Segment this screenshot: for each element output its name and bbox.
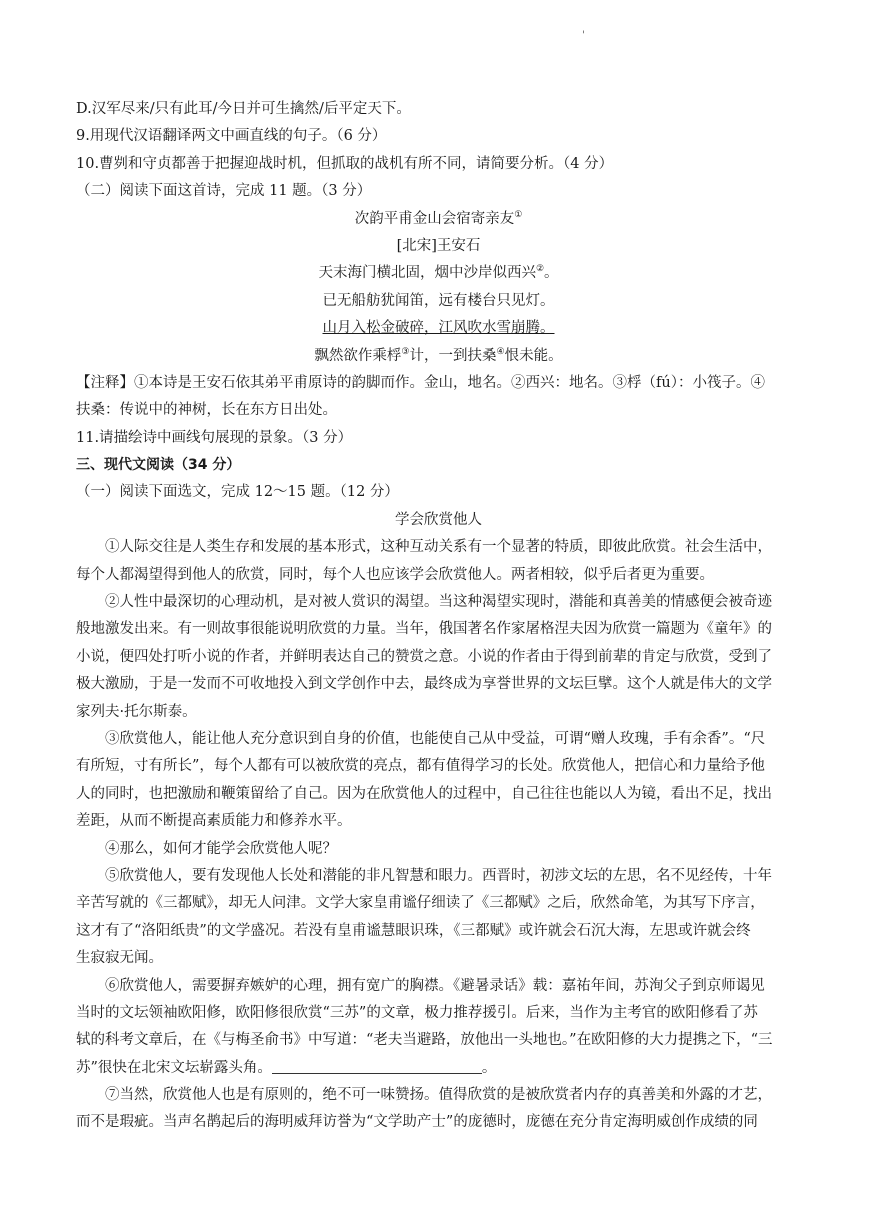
paragraph-line: 小说，便四处打听小说的作者，并鲜明表达自己的赞赏之意。小说的作者由于得到前辈的肯定与欣赏，受到了 (76, 648, 772, 665)
poem-title: 次韵平甫金山会宿寄亲友① (354, 209, 523, 227)
paragraph-line: ②人性中最深切的心理动机，是对被人赏识的渴望。当这种渴望实现时，潜能和真善美的情感便会被奇迹 (105, 594, 772, 611)
paragraph-line: 生寂寂无闻。 (76, 950, 163, 967)
document-body (76, 96, 801, 1137)
paragraph-4: ④那么，如何才能学会欣赏他人呢？ (105, 840, 337, 857)
poem (76, 206, 801, 370)
subsection-1-heading: （一）阅读下面选文，完成 12～15 题。（12 分） (76, 484, 399, 501)
paragraph-line: ⑦当然，欣赏他人也是有原则的，绝不可一味赞扬。值得欣赏的是被欣赏者内存的真善美和外露的才艺， (105, 1087, 772, 1104)
paragraph-line: 有所短，寸有所长”，每个人都有可以被欣赏的亮点，都有值得学习的长处。欣赏他人，把信心和力量给予他 (76, 758, 765, 775)
paragraph-5 (76, 863, 801, 973)
paragraph-line-with-blank: 苏”很快在北宋文坛崭露头角。 。 (76, 1059, 497, 1076)
paragraph-line: 轼的科考文章后，在《与梅圣俞书》中写道：“老夫当避路，放他出一头地也。”在欧阳修的大力提携之下，“三 (76, 1032, 773, 1049)
article-title: 学会欣赏他人 (395, 511, 482, 528)
paragraph-line: 这才有了“洛阳纸贵”的文学盛况。若没有皇甫谧慧眼识珠，《三都赋》或许就会石沉大海，左思或许就会终 (76, 922, 751, 939)
paragraph-line: 人的同时，也把激励和鞭策留给了自己。因为在欣赏他人的过程中，自己往往也能以人为镜，看出不足，找出 (76, 785, 772, 802)
option-d: D.汉军尽来/只有此耳/今日并可生擒然/后平定天下。 (76, 101, 411, 117)
paragraph-line: ①人际交往是人类生存和发展的基本形式，这种互动关系有一个显著的特质，即彼此欣赏。社会生活中， (105, 539, 772, 556)
paragraph-1 (76, 534, 801, 589)
answer-blank[interactable] (272, 1059, 482, 1074)
paragraph-line: 差距，从而不断提高素质能力和修养水平。 (76, 813, 352, 830)
paragraph-3 (76, 726, 801, 836)
paragraph-7 (76, 1082, 801, 1137)
poem-line-2: 已无船舫犹闻笛，远有楼台只见灯。 (322, 292, 555, 309)
paragraph-line: 般地激发出来。有一则故事很能说明欣赏的力量。当年，俄国著名作家屠格涅夫因为欣赏一篇题为《童年》的 (76, 621, 772, 638)
question-10: 10.曹刿和守贞都善于把握迎战时机，但抓取的战机有所不同，请简要分析。（4 分） (76, 155, 614, 172)
question-11: 11.请描绘诗中画线句展现的景象。（3 分） (76, 429, 353, 446)
paragraph-6 (76, 973, 801, 1083)
paragraph-line: 家列夫·托尔斯泰。 (76, 703, 197, 720)
paragraph-line: ③欣赏他人，能让他人充分意识到自身的价值，也能使自己从中受益，可谓“赠人玫瑰，手有余香”。“尺 (105, 730, 766, 747)
question-9: 9.用现代汉语翻译两文中画直线的句子。（6 分） (76, 128, 387, 145)
poem-line-4: 飘然欲作乘桴③计，一到扶桑④恨未能。 (314, 346, 563, 364)
section-2-heading: （二）阅读下面这首诗，完成 11 题。（3 分） (76, 183, 372, 200)
poem-author: [北宋]王安石 (396, 237, 481, 254)
part-3-heading: 三、现代文阅读（34 分） (76, 457, 241, 474)
paragraph-2 (76, 589, 801, 726)
paragraph-line: 每个人都渴望得到他人的欣赏，同时，每个人也应该学会欣赏他人。两者相较，似乎后者更为重要。 (76, 566, 714, 583)
paragraph-line: 当时的文坛领袖欧阳修，欧阳修很欣赏“三苏”的文章，极力推荐援引。后来，当作为主考官的欧阳修看了苏 (76, 1004, 758, 1021)
poem-line-3-underlined: 山月入松金破碎，江风吹水雪崩腾。 (322, 320, 555, 337)
page-header-mark: ' (582, 30, 585, 41)
notes-line-1: 【注释】①本诗是王安石依其弟平甫原诗的韵脚而作。金山，地名。②西兴：地名。③桴（fú）：小筏子。④ (76, 374, 765, 391)
paragraph-line: ⑤欣赏他人，要有发现他人长处和潜能的非凡智慧和眼力。西晋时，初涉文坛的左思，名不见经传，十年 (105, 867, 772, 884)
notes-line-2: 扶桑：传说中的神树，长在东方日出处。 (76, 402, 337, 419)
paragraph-line: 辛苦写就的《三都赋》，却无人问津。文学大家皇甫谧仔细读了《三都赋》之后，欣然命笔，为其写下序言， (76, 895, 765, 912)
paragraph-line: ⑥欣赏他人，需要摒弃嫉妒的心理，拥有宽广的胸襟。《避暑录话》载：嘉祐年间，苏洵父子到京师谒见 (105, 977, 765, 994)
paragraph-line: 极大激励，于是一发而不可收地投入到文学创作中去，最终成为享誉世界的文坛巨擘。这个人就是伟大的文学 (76, 676, 772, 693)
paragraph-line: 而不是瑕疵。当声名鹊起后的海明威拜访誉为“文学助产士”的庞德时，庞德在充分肯定海明威创作成绩的同 (76, 1114, 758, 1131)
poem-line-1: 天末海门横北固，烟中沙岸似西兴②。 (318, 264, 559, 282)
